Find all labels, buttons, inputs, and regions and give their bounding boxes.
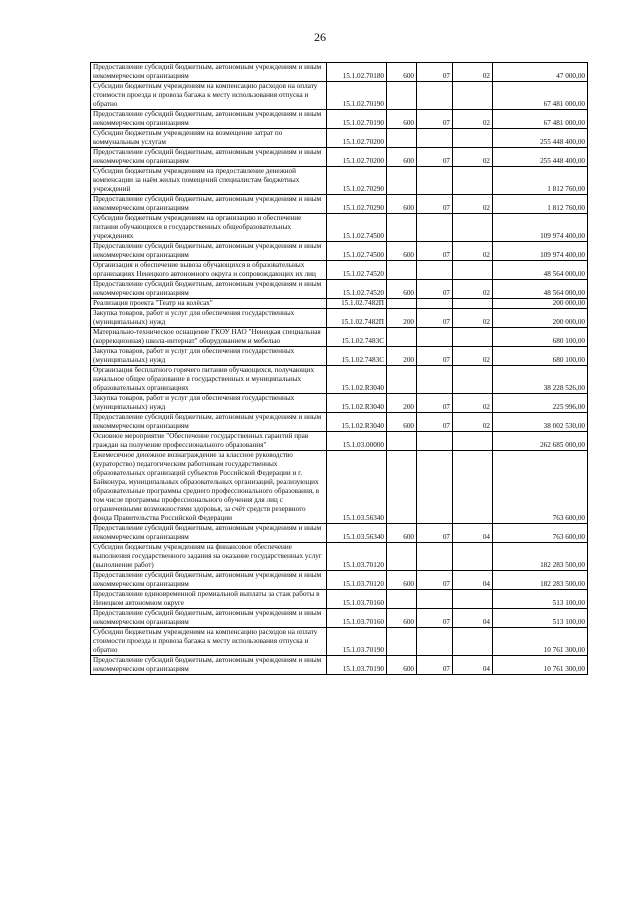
row-section-cell — [417, 167, 453, 195]
row-code-cell: 15.1.03.70190 — [327, 628, 387, 656]
row-code-cell: 15.1.02.R3040 — [327, 366, 387, 394]
row-code-cell: 15.1.03.70160 — [327, 609, 387, 628]
table-row — [91, 214, 588, 242]
row-name-cell: Закупка товаров, работ и услуг для обеспечения государственных (муниципальных) нужд — [91, 309, 327, 328]
row-code-cell: 15.1.02.74520 — [327, 261, 387, 280]
table-row — [91, 366, 588, 394]
row-subsection-cell: 02 — [453, 394, 493, 413]
row-expense-type-cell: 600 — [387, 242, 417, 261]
table-row — [91, 347, 588, 366]
row-expense-type-cell — [387, 328, 417, 347]
row-section-cell: 07 — [417, 656, 453, 675]
row-section-cell — [417, 299, 453, 309]
table-row — [91, 148, 588, 167]
table-row — [91, 328, 588, 347]
row-code-cell: 15.1.02.74500 — [327, 214, 387, 242]
row-section-cell: 07 — [417, 413, 453, 432]
row-name-cell: Субсидии бюджетным учреждениям на организацию и обеспечение питания обучающихся в государственных общеобразовательных учреждениях — [91, 214, 327, 242]
table-row — [91, 571, 588, 590]
row-code-cell: 15.1.02.7482П — [327, 309, 387, 328]
row-code-cell: 15.1.02.70180 — [327, 63, 387, 82]
table-row — [91, 394, 588, 413]
row-name-cell: Субсидии бюджетным учреждениям на финансовое обеспечение выполнения государственного задания на оказание государственных услуг (выполнение работ) — [91, 543, 327, 571]
row-subsection-cell — [453, 214, 493, 242]
row-expense-type-cell: 600 — [387, 656, 417, 675]
row-amount-cell: 10 761 300,00 — [493, 656, 588, 675]
table-row — [91, 543, 588, 571]
table-row — [91, 656, 588, 675]
row-expense-type-cell — [387, 261, 417, 280]
row-subsection-cell — [453, 261, 493, 280]
row-expense-type-cell — [387, 129, 417, 148]
row-section-cell: 07 — [417, 63, 453, 82]
row-section-cell — [417, 214, 453, 242]
row-section-cell — [417, 261, 453, 280]
row-name-cell: Предоставление субсидий бюджетным, автономным учреждениям и иным некоммерческим организациям — [91, 280, 327, 299]
table-row — [91, 63, 588, 82]
row-code-cell: 15.1.02.R3040 — [327, 394, 387, 413]
row-name-cell: Закупка товаров, работ и услуг для обеспечения государственных (муниципальных) нужд — [91, 347, 327, 366]
row-section-cell — [417, 543, 453, 571]
row-subsection-cell: 02 — [453, 242, 493, 261]
row-amount-cell: 225 996,00 — [493, 394, 588, 413]
table-row — [91, 261, 588, 280]
row-amount-cell: 262 685 000,00 — [493, 432, 588, 451]
row-expense-type-cell: 600 — [387, 148, 417, 167]
table-row — [91, 590, 588, 609]
row-expense-type-cell: 200 — [387, 347, 417, 366]
row-name-cell: Субсидии бюджетным учреждениям на возмещение затрат по коммунальным услугам — [91, 129, 327, 148]
table-row — [91, 110, 588, 129]
row-code-cell: 15.1.03.70160 — [327, 590, 387, 609]
row-amount-cell: 1 812 760,00 — [493, 167, 588, 195]
row-amount-cell: 67 481 000,00 — [493, 110, 588, 129]
table-row — [91, 129, 588, 148]
row-amount-cell: 200 000,00 — [493, 309, 588, 328]
row-amount-cell: 513 100,00 — [493, 590, 588, 609]
row-amount-cell: 182 283 500,00 — [493, 571, 588, 590]
row-expense-type-cell — [387, 432, 417, 451]
row-amount-cell: 109 974 400,00 — [493, 214, 588, 242]
row-section-cell: 07 — [417, 309, 453, 328]
row-code-cell: 15.1.03.70120 — [327, 543, 387, 571]
row-code-cell: 15.1.02.74520 — [327, 280, 387, 299]
row-section-cell: 07 — [417, 571, 453, 590]
row-amount-cell: 255 448 400,00 — [493, 129, 588, 148]
row-expense-type-cell — [387, 82, 417, 110]
row-amount-cell: 38 228 526,00 — [493, 366, 588, 394]
row-name-cell: Основное мероприятие "Обеспечение государственных гарантий прав граждан на получение профессионального образования" — [91, 432, 327, 451]
row-section-cell: 07 — [417, 242, 453, 261]
row-section-cell — [417, 432, 453, 451]
row-expense-type-cell — [387, 543, 417, 571]
row-amount-cell: 182 283 500,00 — [493, 543, 588, 571]
row-subsection-cell: 04 — [453, 524, 493, 543]
row-name-cell: Субсидии бюджетным учреждениям на компенсацию расходов на оплату стоимости проезда и провоза багажа к месту использования отпуска и обратно — [91, 82, 327, 110]
row-code-cell: 15.1.02.7483С — [327, 328, 387, 347]
row-name-cell: Предоставление субсидий бюджетным, автономным учреждениям и иным некоммерческим организациям — [91, 656, 327, 675]
row-amount-cell: 763 600,00 — [493, 451, 588, 524]
table-row — [91, 309, 588, 328]
row-name-cell: Предоставление субсидий бюджетным, автономным учреждениям и иным некоммерческим организациям — [91, 571, 327, 590]
table-row — [91, 609, 588, 628]
row-amount-cell: 513 100,00 — [493, 609, 588, 628]
row-expense-type-cell — [387, 628, 417, 656]
row-amount-cell: 48 564 000,00 — [493, 280, 588, 299]
row-expense-type-cell: 600 — [387, 110, 417, 129]
row-code-cell: 15.1.03.70120 — [327, 571, 387, 590]
row-subsection-cell: 02 — [453, 280, 493, 299]
row-subsection-cell: 02 — [453, 148, 493, 167]
row-section-cell: 07 — [417, 148, 453, 167]
row-subsection-cell — [453, 366, 493, 394]
row-subsection-cell — [453, 167, 493, 195]
row-code-cell: 15.1.02.70290 — [327, 195, 387, 214]
row-subsection-cell — [453, 328, 493, 347]
row-subsection-cell: 04 — [453, 656, 493, 675]
row-amount-cell: 200 000,00 — [493, 299, 588, 309]
row-section-cell — [417, 129, 453, 148]
row-section-cell — [417, 451, 453, 524]
row-section-cell — [417, 590, 453, 609]
row-code-cell: 15.1.03.00000 — [327, 432, 387, 451]
row-code-cell: 15.1.02.7482П — [327, 299, 387, 309]
row-section-cell: 07 — [417, 195, 453, 214]
row-subsection-cell: 02 — [453, 413, 493, 432]
row-section-cell — [417, 366, 453, 394]
row-name-cell: Субсидии бюджетным учреждениям на предоставление денежной компенсации за наём жилых помещений специалистам бюджетных учреждений — [91, 167, 327, 195]
row-subsection-cell: 02 — [453, 195, 493, 214]
row-amount-cell: 680 100,00 — [493, 347, 588, 366]
row-section-cell — [417, 82, 453, 110]
row-name-cell: Организация бесплатного горячего питания обучающихся, получающих начальное общее образование в государственных и муниципальных образовательных организациях — [91, 366, 327, 394]
row-amount-cell: 1 812 760,00 — [493, 195, 588, 214]
table-row — [91, 82, 588, 110]
row-code-cell: 15.1.02.70200 — [327, 129, 387, 148]
table-row — [91, 432, 588, 451]
row-subsection-cell — [453, 543, 493, 571]
row-name-cell: Предоставление субсидий бюджетным, автономным учреждениям и иным некоммерческим организациям — [91, 413, 327, 432]
row-expense-type-cell — [387, 299, 417, 309]
row-name-cell: Закупка товаров, работ и услуг для обеспечения государственных (муниципальных) нужд — [91, 394, 327, 413]
row-code-cell: 15.1.02.70190 — [327, 82, 387, 110]
row-section-cell — [417, 628, 453, 656]
row-expense-type-cell — [387, 214, 417, 242]
row-name-cell: Предоставление субсидий бюджетным, автономным учреждениям и иным некоммерческим организациям — [91, 609, 327, 628]
table-row — [91, 280, 588, 299]
table-row — [91, 628, 588, 656]
row-name-cell: Предоставление единовременной премиальной выплаты за стаж работы в Ненецком автономном округе — [91, 590, 327, 609]
row-subsection-cell: 02 — [453, 309, 493, 328]
row-name-cell: Ежемесячное денежное вознаграждение за классное руководство (кураторство) педагогическим работникам государственных образовательных организаций субъектов Российской Федерации и г. Байконура, муниципальных образовательных организаций, реализующих образовательные программы среднего профессионального образования, в том числе программы профессионального обучения для лиц с ограниченными возможностями здоровья, за счёт средств резервного фонда Правительства Российской Федерации — [91, 451, 327, 524]
row-expense-type-cell: 600 — [387, 63, 417, 82]
table-row — [91, 413, 588, 432]
row-expense-type-cell: 200 — [387, 394, 417, 413]
row-expense-type-cell — [387, 167, 417, 195]
row-expense-type-cell: 600 — [387, 524, 417, 543]
row-amount-cell: 10 761 300,00 — [493, 628, 588, 656]
table-row — [91, 167, 588, 195]
row-code-cell: 15.1.03.70190 — [327, 656, 387, 675]
row-amount-cell: 763 600,00 — [493, 524, 588, 543]
row-expense-type-cell — [387, 366, 417, 394]
row-name-cell: Субсидии бюджетным учреждениям на компенсацию расходов на оплату стоимости проезда и провоза багажа к месту использования отпуска и обратно — [91, 628, 327, 656]
row-amount-cell: 680 100,00 — [493, 328, 588, 347]
row-subsection-cell: 02 — [453, 63, 493, 82]
row-name-cell: Предоставление субсидий бюджетным, автономным учреждениям и иным некоммерческим организациям — [91, 110, 327, 129]
table-row — [91, 299, 588, 309]
row-code-cell: 15.1.02.70190 — [327, 110, 387, 129]
row-section-cell: 07 — [417, 524, 453, 543]
row-expense-type-cell: 600 — [387, 609, 417, 628]
row-amount-cell: 67 481 000,00 — [493, 82, 588, 110]
budget-table — [90, 62, 588, 675]
row-section-cell: 07 — [417, 609, 453, 628]
row-expense-type-cell — [387, 590, 417, 609]
row-code-cell: 15.1.02.7483С — [327, 347, 387, 366]
row-code-cell: 15.1.02.70200 — [327, 148, 387, 167]
row-name-cell: Реализация проекта "Театр на колёсах" — [91, 299, 327, 309]
row-name-cell: Предоставление субсидий бюджетным, автономным учреждениям и иным некоммерческим организациям — [91, 242, 327, 261]
row-name-cell: Организация и обеспечение вывоза обучающихся в образовательных организациях Ненецкого автономного округа и сопровождающих их лиц — [91, 261, 327, 280]
row-expense-type-cell: 600 — [387, 195, 417, 214]
row-subsection-cell: 04 — [453, 609, 493, 628]
row-subsection-cell — [453, 82, 493, 110]
row-name-cell: Предоставление субсидий бюджетным, автономным учреждениям и иным некоммерческим организациям — [91, 63, 327, 82]
row-subsection-cell — [453, 590, 493, 609]
table-row — [91, 195, 588, 214]
row-expense-type-cell: 600 — [387, 571, 417, 590]
row-expense-type-cell — [387, 451, 417, 524]
row-amount-cell: 255 448 400,00 — [493, 148, 588, 167]
row-amount-cell: 109 974 400,00 — [493, 242, 588, 261]
row-code-cell: 15.1.03.56340 — [327, 451, 387, 524]
row-code-cell: 15.1.02.R3040 — [327, 413, 387, 432]
row-section-cell: 07 — [417, 110, 453, 129]
table-row — [91, 451, 588, 524]
row-amount-cell: 47 000,00 — [493, 63, 588, 82]
row-expense-type-cell: 600 — [387, 280, 417, 299]
row-section-cell: 07 — [417, 347, 453, 366]
row-code-cell: 15.1.03.56340 — [327, 524, 387, 543]
table-row — [91, 242, 588, 261]
row-code-cell: 15.1.02.70290 — [327, 167, 387, 195]
row-subsection-cell: 04 — [453, 571, 493, 590]
row-name-cell: Предоставление субсидий бюджетным, автономным учреждениям и иным некоммерческим организациям — [91, 524, 327, 543]
row-subsection-cell — [453, 299, 493, 309]
row-expense-type-cell: 600 — [387, 413, 417, 432]
row-subsection-cell: 02 — [453, 347, 493, 366]
row-subsection-cell: 02 — [453, 110, 493, 129]
row-section-cell — [417, 328, 453, 347]
table-row — [91, 524, 588, 543]
row-section-cell: 07 — [417, 394, 453, 413]
row-expense-type-cell: 200 — [387, 309, 417, 328]
budget-table-body — [91, 63, 588, 675]
page-number: 26 — [314, 30, 326, 44]
row-name-cell: Материально-техническое оснащение ГКОУ НАО "Ненецкая специальная (коррекционная) школа-интернат" оборудованием и мебелью — [91, 328, 327, 347]
row-amount-cell: 48 564 000,00 — [493, 261, 588, 280]
row-code-cell: 15.1.02.74500 — [327, 242, 387, 261]
row-name-cell: Предоставление субсидий бюджетным, автономным учреждениям и иным некоммерческим организациям — [91, 148, 327, 167]
row-subsection-cell — [453, 451, 493, 524]
row-subsection-cell — [453, 628, 493, 656]
row-subsection-cell — [453, 432, 493, 451]
row-amount-cell: 38 002 530,00 — [493, 413, 588, 432]
row-name-cell: Предоставление субсидий бюджетным, автономным учреждениям и иным некоммерческим организациям — [91, 195, 327, 214]
row-section-cell: 07 — [417, 280, 453, 299]
row-subsection-cell — [453, 129, 493, 148]
